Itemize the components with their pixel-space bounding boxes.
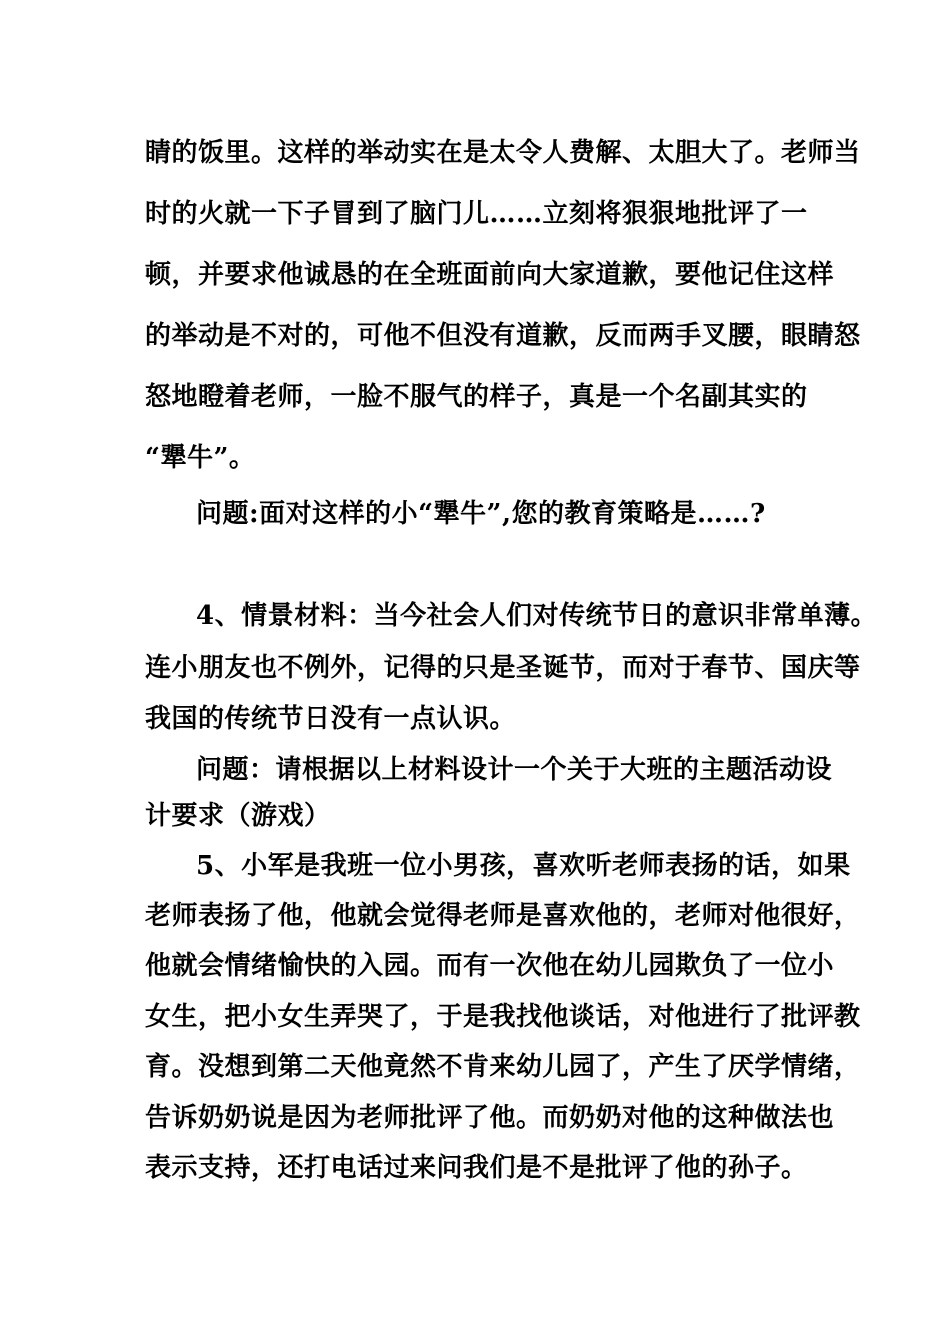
text-line: 时的火就一下子冒到了脑门儿……立刻将狠狠地批评了一 [145,199,808,229]
text-line: 连小朋友也不例外，记得的只是圣诞节，而对于春节、国庆等 [145,653,861,683]
text-line: 睛的饭里。这样的举动实在是太令人费解、太胆大了。老师当 [145,138,861,168]
text-line: 表示支持，还打电话过来问我们是不是批评了他的孙子。 [145,1153,808,1183]
text-line: 我国的传统节日没有一点认识。 [145,704,517,734]
section-heading-5: 5、小军是我班一位小男孩，喜欢听老师表扬的话，如果 [196,851,851,881]
text-line: 育。没想到第二天他竟然不肯来幼儿园了，产生了厌学情绪， [145,1052,861,1082]
text-line: 女生，把小女生弄哭了，于是我找他谈话，对他进行了批评教 [145,1002,861,1032]
text-line: 老师表扬了他，他就会觉得老师是喜欢他的，老师对他很好， [145,901,861,931]
text-line: 计要求（游戏） [145,801,331,831]
text-line: 怒地瞪着老师，一脸不服气的样子，真是一个名副其实的 [145,382,808,412]
text-line: 顿，并要求他诚恳的在全班面前向大家道歉，要他记住这样 [145,260,835,290]
text-line: 的举动是不对的，可他不但没有道歉，反而两手叉腰，眼睛怒 [145,321,861,351]
question-line: 问题:面对这样的小“犟牛”,您的教育策略是……? [196,499,766,529]
text-line: “犟牛”。 [145,443,256,473]
section-heading-4: 4、情景材料：当今社会人们对传统节日的意识非常单薄。 [196,601,878,631]
text-line: 告诉奶奶说是因为老师批评了他。而奶奶对他的这种做法也 [145,1103,835,1133]
text-line: 他就会情绪愉快的入园。而有一次他在幼儿园欺负了一位小 [145,951,835,981]
question-line: 问题：请根据以上材料设计一个关于大班的主题活动设 [196,755,833,785]
